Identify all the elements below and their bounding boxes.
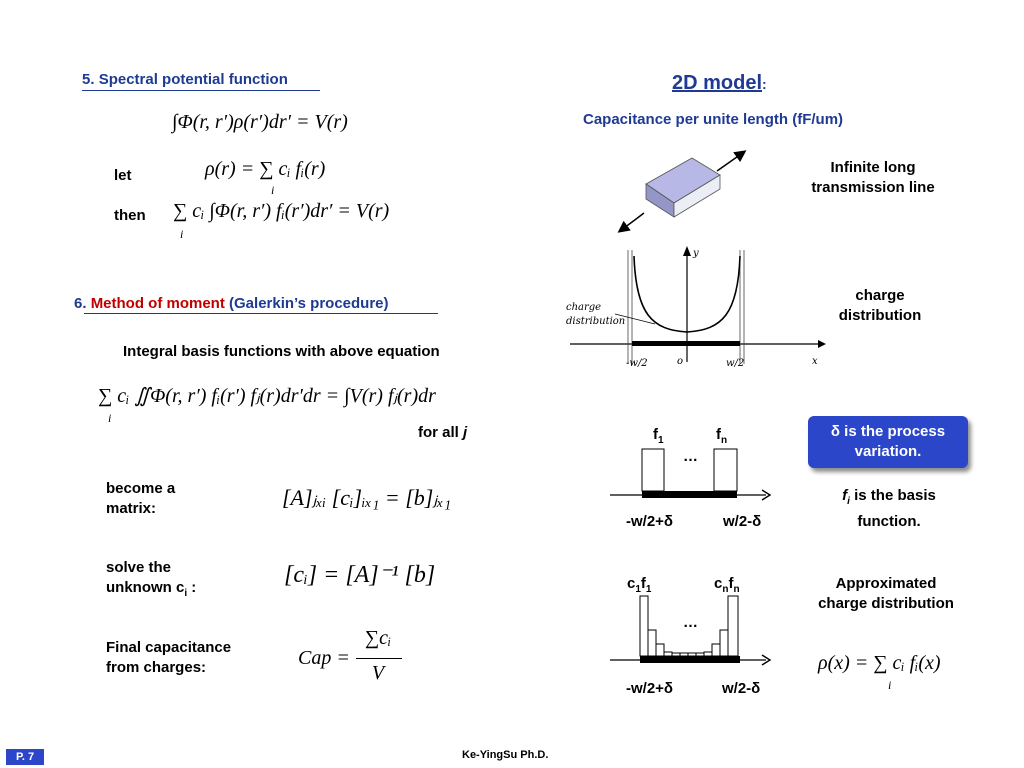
equation-solve: [cᵢ] = [A]⁻¹ [b] [284, 562, 436, 588]
page-number-badge: P. 7 [6, 749, 44, 765]
section-6-title: 6. Method of moment (Galerkin’s procedure) [74, 295, 389, 312]
charge-distribution-label: charge distribution [838, 287, 922, 324]
plot-origin: o [677, 356, 684, 367]
integral-basis-text: Integral basis functions with above equation [123, 343, 440, 360]
equation-cap-numerator: ∑cᵢ [364, 627, 392, 649]
model-subtitle: Capacitance per unite length (fF/um) [583, 111, 844, 128]
solve-label: solve the unknown $c_i$ : [106, 559, 197, 599]
section-5-title: 5. Spectral potential function [82, 71, 288, 88]
section-6-underline [84, 313, 438, 314]
equation-then: ∑ cᵢ ∫Φ(r, r′) fᵢ(r′)dr′ = V(r) [173, 200, 390, 222]
process-variation-callout: δ is the process variation. [808, 416, 968, 468]
equation-then-sub: i [180, 227, 184, 241]
equation-rho-expansion: ρ(r) = ∑ cᵢ fᵢ(r) [205, 158, 326, 180]
approx-right-label: w/2-δ [722, 680, 761, 697]
final-capacitance-label: Final capacitance from charges: [106, 639, 232, 676]
approximated-charge-label: Approximated charge distribution [818, 575, 954, 612]
approx-left-label: -w/2+δ [626, 680, 674, 697]
plot-right-tick: w/2 [726, 358, 745, 369]
approx-cnfn-label: $c_nf_n$ [714, 575, 740, 595]
basis-function-note: $f_i$ is the basis function. [842, 487, 936, 530]
equation-cap-lhs: Cap = [298, 647, 350, 669]
plot-left-tick: -w/2 [626, 358, 648, 369]
equation-galerkin-sub: i [108, 411, 112, 425]
plot-charge-line2: distribution [566, 316, 626, 327]
plot-x-label: x [812, 356, 818, 367]
plot-charge-line1: charge [566, 302, 602, 313]
basis-right-label: w/2-δ [723, 513, 762, 530]
transmission-line-label: Infinite long transmission line [811, 159, 935, 196]
equation-cap-fraction-bar [356, 658, 402, 659]
charge-distribution-plot [560, 244, 830, 374]
equation-cap-denominator: V [371, 662, 385, 684]
equation-approx-sub: i [888, 678, 892, 692]
basis-f1-label: $f_1$ [653, 426, 664, 446]
let-label: let [114, 167, 132, 184]
model-title: 2D model: [672, 72, 767, 94]
basis-dots: … [683, 448, 698, 465]
equation-rho-sub: i [271, 183, 275, 197]
basis-fn-label: $f_n$ [716, 426, 728, 446]
matrix-label: become a matrix: [106, 480, 176, 517]
footer-author: Ke-YingSu Ph.D. [462, 749, 549, 761]
section-5-underline [82, 90, 320, 91]
equation-galerkin: ∑ cᵢ ∬Φ(r, r′) fᵢ(r′) fⱼ(r)dr′dr = ∫V(r) fⱼ(r)dr [98, 385, 436, 407]
equation-integral: ∫Φ(r, r′)ρ(r′)dr′ = V(r) [172, 111, 348, 133]
approx-dots: … [683, 614, 698, 631]
equation-matrix: [A]ⱼₓᵢ [cᵢ]ᵢₓ₁ = [b]ⱼₓ₁ [282, 485, 452, 510]
basis-left-label: -w/2+δ [626, 513, 674, 530]
then-label: then [114, 207, 146, 224]
for-all-j: for all j [418, 424, 468, 441]
approx-c1f1-label: $c_1f_1$ [627, 575, 652, 595]
transmission-line-illustration [612, 148, 752, 236]
equation-approx-rho: ρ(x) = ∑ cᵢ fᵢ(x) [818, 652, 941, 674]
plot-y-label: y [693, 248, 699, 259]
